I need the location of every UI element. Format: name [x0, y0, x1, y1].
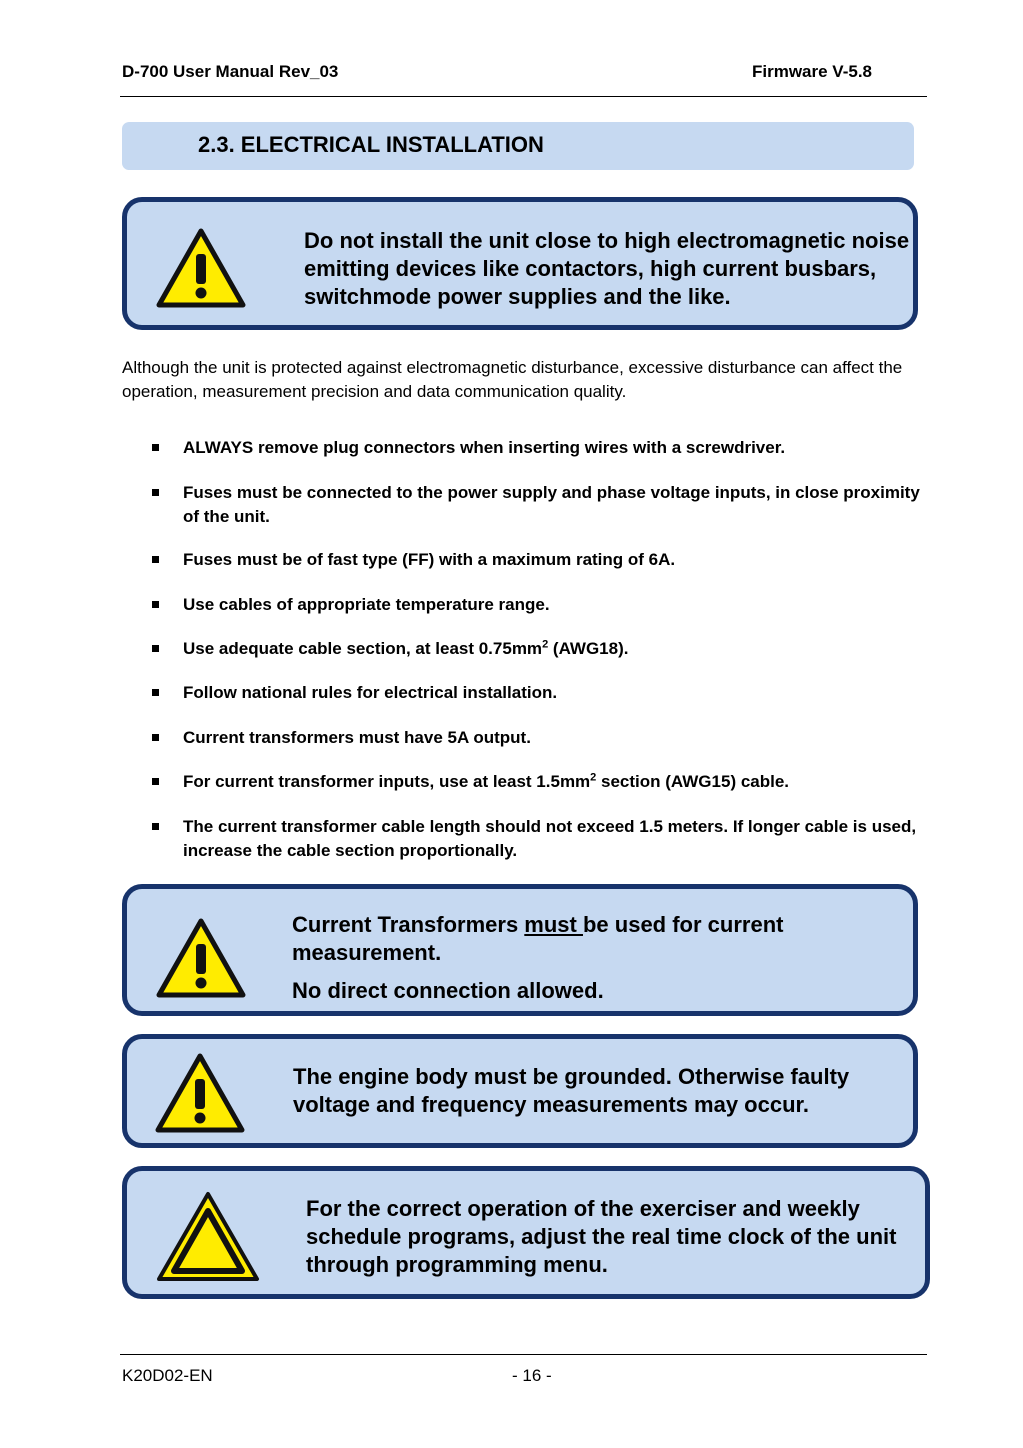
warning-clock-text: For the correct operation of the exerciser and weekly schedule programs, adjust the real time clock of the unit through programming menu. [306, 1196, 897, 1277]
list-item-text [183, 770, 928, 794]
header-firmware-version: Firmware V-5.8 [752, 62, 873, 81]
warning-ct-line2: No direct connection allowed. [292, 978, 604, 1003]
bullet-marker [152, 645, 159, 652]
warning-ct-text-start: Current Transformers [292, 912, 525, 937]
caution-triangle-icon [156, 1191, 260, 1283]
ct-cable-text: For current transformer inputs, use at least 1.5mm [183, 772, 591, 791]
bullet-marker [152, 823, 159, 830]
superscript: 2 [542, 638, 549, 651]
ct-cable-awg: section (AWG15) cable. [596, 772, 790, 791]
list-item-text: Fuses must be connected to the power supply and phase voltage inputs, in close proximity of the unit. [183, 483, 920, 526]
list-item-text [183, 637, 928, 661]
footer-document-code: K20D02-EN [122, 1366, 213, 1385]
superscript: 2 [590, 771, 597, 784]
warning-ct-text-end: be used for current measurement. [292, 912, 784, 965]
header-divider [120, 96, 927, 97]
cable-section-awg: (AWG18). [548, 639, 629, 658]
warning-grounding-text: The engine body must be grounded. Otherwise faulty voltage and frequency measurements may occur. [293, 1064, 850, 1117]
warning-triangle-icon [154, 1052, 246, 1134]
warning-ct-line1 [292, 911, 892, 967]
warning-box-current-transformers [122, 884, 918, 1016]
bullet-marker [152, 689, 159, 696]
list-item-text: Follow national rules for electrical installation. [183, 683, 558, 702]
list-item-text: The current transformer cable length should not exceed 1.5 meters. If longer cable is used, increase the cable section proportionally. [183, 817, 917, 860]
bullet-marker [152, 444, 159, 451]
warning-box-emi [122, 197, 918, 330]
footer-page-number: - 16 - [512, 1366, 552, 1385]
list-item-text: Fuses must be of fast type (FF) with a maximum rating of 6A. [183, 550, 676, 569]
bullet-marker [152, 734, 159, 741]
cable-section-text: Use adequate cable section, at least 0.75mm [183, 639, 543, 658]
warning-ct-emphasis: must [524, 912, 583, 937]
list-item-text: Use cables of appropriate temperature range. [183, 595, 550, 614]
warning-triangle-icon [155, 917, 247, 999]
bullet-marker [152, 556, 159, 563]
section-title-bar [122, 122, 914, 170]
warning-box-grounding [122, 1034, 918, 1148]
list-item-text: ALWAYS remove plug connectors when inserting wires with a screwdriver. [183, 438, 786, 457]
section-title: 2.3. ELECTRICAL INSTALLATION [198, 132, 544, 157]
bullet-marker [152, 601, 159, 608]
header-manual-title: D-700 User Manual Rev_03 [122, 62, 339, 81]
list-item-text: Current transformers must have 5A output. [183, 728, 531, 747]
warning-triangle-icon [155, 227, 247, 309]
intro-paragraph: Although the unit is protected against electromagnetic disturbance, excessive disturbance can affect the operation, measurement precision and data communication quality. [122, 358, 903, 401]
bullet-marker [152, 489, 159, 496]
bullet-marker [152, 778, 159, 785]
footer-divider [120, 1354, 927, 1355]
warning-box-clock [122, 1166, 930, 1299]
warning-emi-text: Do not install the unit close to high electromagnetic noise emitting devices like contactors, high current busbars, switchmode power supplies and the like. [304, 228, 910, 309]
